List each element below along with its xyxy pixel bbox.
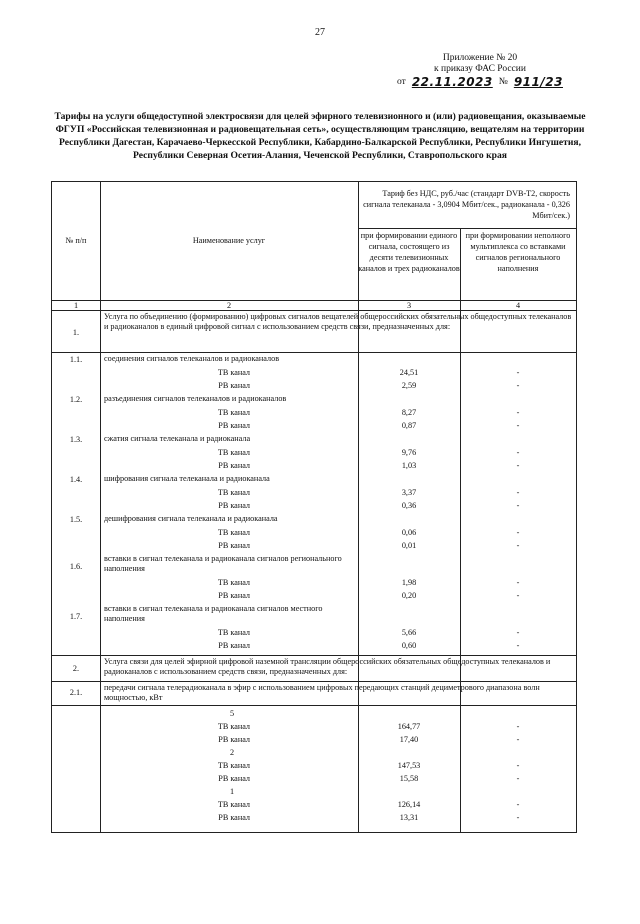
rv-dash: - [516, 501, 520, 510]
item-name: шифрования сигнала телеканала и радиоканала [104, 474, 270, 483]
rv-dash: - [516, 735, 520, 744]
section1-text: Услуга по объединению (формированию) цифровых сигналов вещателей общероссийских обязательных общедоступных телеканалов и радиоканалов в единый цифровой сигнал с использованием средств связи, предназначенных для: [104, 312, 572, 331]
section2-text: Услуга связи для целей эфирной цифровой наземной трансляции общероссийских обязательных общедоступных телеканалов и радиоканалов с использованием средств связи, предназначенных для: [104, 657, 551, 676]
tv-value: 9,76 [401, 448, 417, 457]
tv-dash: - [516, 488, 520, 497]
item-num: 1.7. [69, 612, 83, 621]
rv-value: 0,60 [401, 641, 417, 650]
rv-value: 1,03 [401, 461, 417, 470]
item-num: 1.3. [69, 435, 83, 444]
tv-value: 0,06 [401, 528, 417, 537]
tv-value: 8,27 [401, 408, 417, 417]
item-name: соединения сигналов телеканалов и радиоканалов [104, 354, 280, 363]
tv-dash: - [516, 448, 520, 457]
item-name: вставки в сигнал телеканала и радиоканала сигналов местного наполнения [104, 604, 323, 623]
annex-line3 [397, 75, 563, 89]
col-number-3: 3 [406, 301, 412, 310]
sub21-num: 2.1. [69, 688, 83, 697]
rv-label: РВ канал [218, 501, 250, 510]
rv-dash: - [516, 421, 520, 430]
col-number-4: 4 [515, 301, 521, 310]
row-divider [52, 655, 576, 656]
item-num: 1.1. [69, 355, 83, 364]
document-title: Тарифы на услуги общедоступной электросвязи для целей эфирного телевизионного и (или) радиовещания, оказываемые ФГУП «Российская телевизионная и радиовещательная сеть», осуществляющим трансляцию, вещателям на территории Республики Дагестан, Карачаево-Черкесской Республики, Кабардино-Балкарской Республики, Республики Ингушетия, Республики Северная Осетия-Алания, Чеченской Республики, Ставропольского края [54, 111, 586, 161]
section2-num: 2. [72, 664, 80, 673]
rv-label: РВ канал [218, 461, 250, 470]
item-num: 1.5. [69, 515, 83, 524]
header-sub2: при формировании неполного мультиплекса со вставками сигналов регионального наполнения [465, 231, 571, 273]
order-number: 911/23 [513, 75, 563, 89]
item-num: 1.2. [69, 395, 83, 404]
annex-line2: к приказу ФАС России [434, 64, 526, 74]
tv-label: ТВ канал [217, 368, 250, 377]
tv-dash: - [516, 722, 520, 731]
tv-dash: - [516, 800, 520, 809]
tv-label: ТВ канал [217, 578, 250, 587]
no-label: № [498, 77, 508, 87]
rv-value: 13,31 [399, 813, 419, 822]
rv-label: РВ канал [218, 641, 250, 650]
row-divider [52, 681, 576, 682]
annex-block [397, 53, 563, 89]
rv-dash: - [516, 591, 520, 600]
rv-value: 0,87 [401, 421, 417, 430]
tv-dash: - [516, 368, 520, 377]
tv-label: ТВ канал [217, 408, 250, 417]
row-divider [52, 705, 576, 706]
col-number-1: 1 [73, 301, 79, 310]
rv-value: 0,20 [401, 591, 417, 600]
power-kw: 2 [230, 748, 235, 757]
rv-value: 0,36 [401, 501, 417, 510]
power-kw: 5 [230, 709, 235, 718]
rv-label: РВ канал [218, 774, 250, 783]
rv-dash: - [516, 381, 520, 390]
order-date: 22.11.2023 [411, 75, 493, 89]
header-num: № п/п [65, 236, 87, 245]
header-sub1: при формировании единого сигнала, состоящего из десяти телевизионных каналов и трех радиоканалов [358, 231, 460, 273]
rv-dash: - [516, 541, 520, 550]
rv-label: РВ канал [218, 381, 250, 390]
rv-dash: - [516, 461, 520, 470]
tv-value: 24,51 [399, 368, 419, 377]
tv-dash: - [516, 408, 520, 417]
tv-value: 1,98 [401, 578, 417, 587]
rv-label: РВ канал [218, 541, 250, 550]
item-num: 1.4. [69, 475, 83, 484]
rv-dash: - [516, 813, 520, 822]
rv-label: РВ канал [218, 591, 250, 600]
rv-label: РВ канал [218, 735, 250, 744]
rv-dash: - [516, 641, 520, 650]
rv-value: 0,01 [401, 541, 417, 550]
power-kw: 1 [230, 787, 235, 796]
annex-line1: Приложение № 20 [442, 53, 518, 63]
tv-label: ТВ канал [217, 488, 250, 497]
tv-label: ТВ канал [217, 448, 250, 457]
sub21-text: передачи сигнала телерадиоканала в эфир с использованием цифровых передающих станций дециметрового диапазона волн мощностью, кВт [104, 683, 540, 702]
tv-label: ТВ канал [217, 628, 250, 637]
item-num: 1.6. [69, 562, 83, 571]
tv-label: ТВ канал [217, 800, 250, 809]
tv-dash: - [516, 578, 520, 587]
tv-dash: - [516, 761, 520, 770]
col-number-2: 2 [226, 301, 232, 310]
rv-dash: - [516, 774, 520, 783]
tv-dash: - [516, 628, 520, 637]
tv-label: ТВ канал [217, 761, 250, 770]
tv-value: 164,77 [397, 722, 421, 731]
from-label: от [397, 77, 406, 87]
item-name: вставки в сигнал телеканала и радиоканала сигналов регионального наполнения [104, 554, 342, 573]
tv-value: 3,37 [401, 488, 417, 497]
tv-value: 147,53 [397, 761, 421, 770]
tariff-table [51, 181, 577, 833]
rv-label: РВ канал [218, 421, 250, 430]
rv-value: 2,59 [401, 381, 417, 390]
header-name: Наименование услуг [192, 236, 266, 245]
tv-dash: - [516, 528, 520, 537]
tv-label: ТВ канал [217, 722, 250, 731]
item-name: сжатия сигнала телеканала и радиоканала [104, 434, 251, 443]
page-number: 27 [315, 27, 325, 38]
tv-label: ТВ канал [217, 528, 250, 537]
rv-value: 17,40 [399, 735, 419, 744]
rv-label: РВ канал [218, 813, 250, 822]
tv-value: 126,14 [397, 800, 421, 809]
rv-value: 15,58 [399, 774, 419, 783]
item-name: дешифрования сигнала телеканала и радиоканала [104, 514, 278, 523]
header-tariff: Тариф без НДС, руб./час (стандарт DVB-T2, скорость сигнала телеканала - 3,0904 Мбит/сек., радиоканала - 0,326 Мбит/сек.) [363, 189, 570, 220]
section1-num: 1. [72, 328, 80, 337]
item-name: разъединения сигналов телеканалов и радиоканалов [104, 394, 287, 403]
tv-value: 5,66 [401, 628, 417, 637]
